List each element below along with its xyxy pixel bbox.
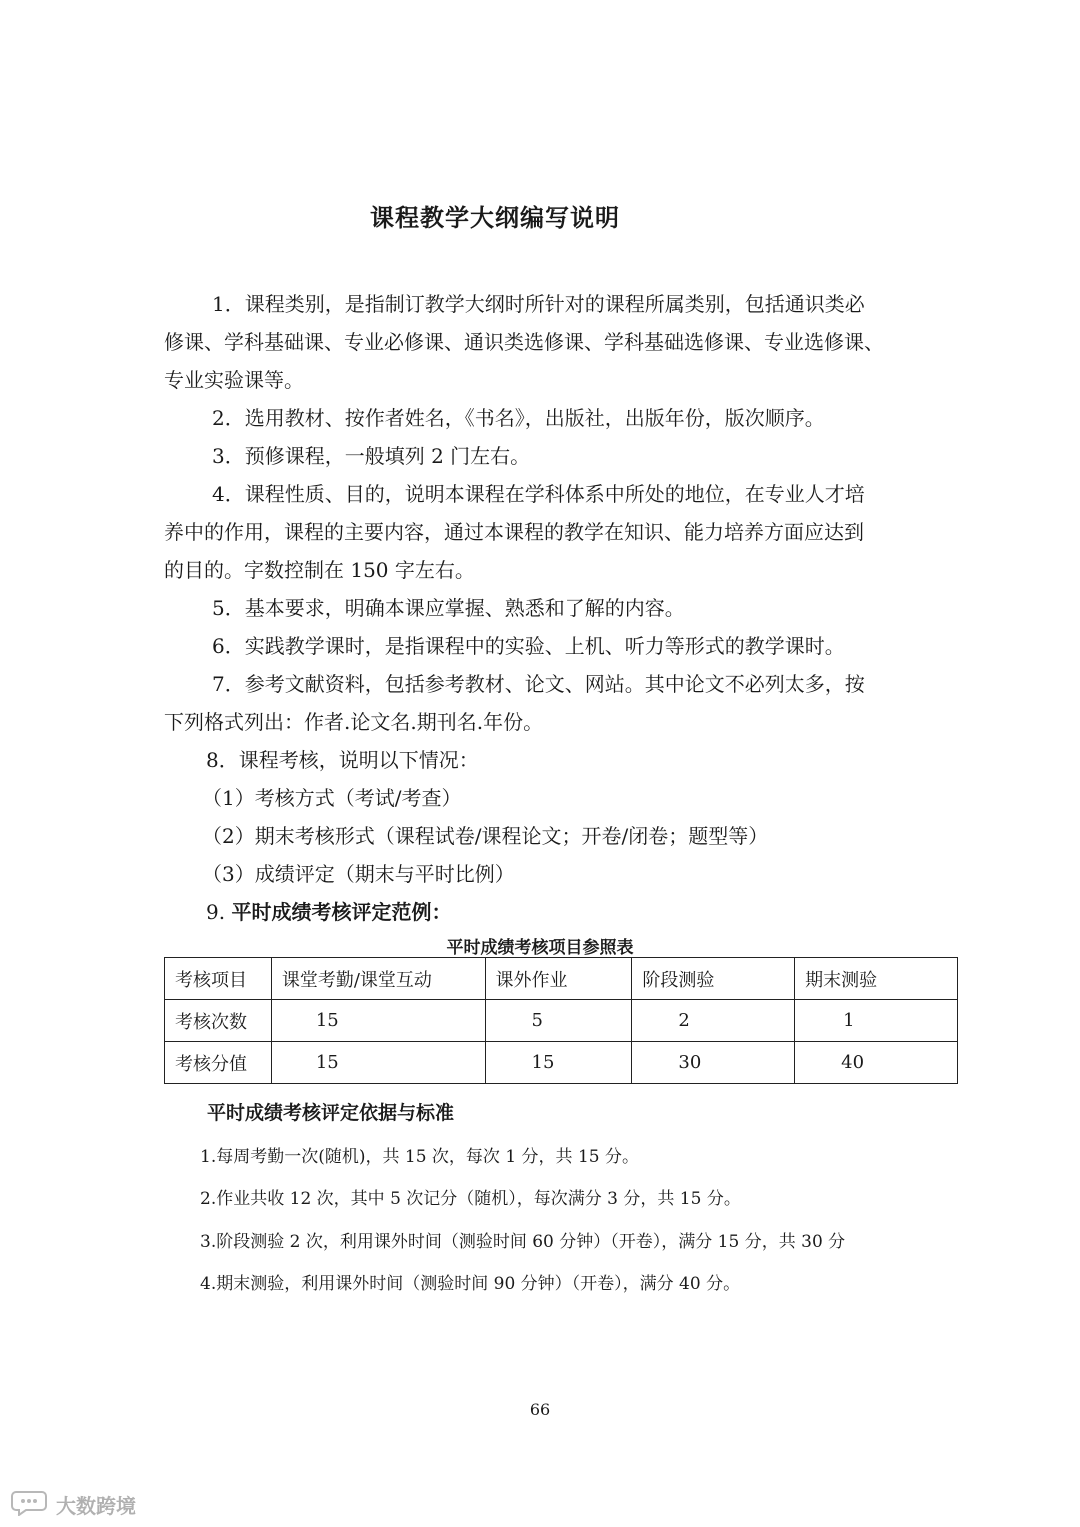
table-cell: 30 xyxy=(632,1042,795,1084)
criteria-item: 4.期末测验，利用课外时间（测验时间 90 分钟）（开卷），满分 40 分。 xyxy=(200,1274,741,1294)
table-cell: 考核分值 xyxy=(165,1042,272,1084)
table-header-cell: 课外作业 xyxy=(485,958,632,1000)
assessment-table xyxy=(164,957,958,1084)
paragraph-line: 专业实验课等。 xyxy=(164,368,304,392)
table-cell: 15 xyxy=(485,1042,632,1084)
criteria-item: 3.阶段测验 2 次，利用课外时间（测验时间 60 分钟）（开卷），满分 15 分，共 30 分 xyxy=(200,1232,846,1252)
paragraph-line: （3）成绩评定（期末与平时比例） xyxy=(202,862,515,886)
table-header-cell: 考核项目 xyxy=(165,958,272,1000)
paragraph-line: 养中的作用，课程的主要内容，通过本课程的教学在知识、能力培养方面应达到 xyxy=(164,520,864,544)
item-9-label: 平时成绩考核评定范例： xyxy=(231,900,452,924)
paragraph-line: 下列格式列出：作者.论文名.期刊名.年份。 xyxy=(164,710,544,734)
criteria-item: 1.每周考勤一次(随机)，共 15 次，每次 1 分，共 15 分。 xyxy=(200,1147,639,1167)
table-header-cell: 阶段测验 xyxy=(632,958,795,1000)
table-cell: 2 xyxy=(632,1000,795,1042)
table-row xyxy=(165,1000,958,1042)
table-cell: 40 xyxy=(795,1042,958,1084)
table-cell: 15 xyxy=(271,1000,485,1042)
criteria-heading: 平时成绩考核评定依据与标准 xyxy=(207,1102,455,1124)
table-cell: 15 xyxy=(271,1042,485,1084)
paragraph-line: 的目的。字数控制在 150 字左右。 xyxy=(164,558,475,582)
page-title: 课程教学大纲编写说明 xyxy=(370,204,620,232)
watermark-text: 大数跨境 xyxy=(56,1494,136,1518)
table-header-cell: 课堂考勤/课堂互动 xyxy=(271,958,485,1000)
table-caption: 平时成绩考核项目参照表 xyxy=(446,938,634,958)
table-cell: 考核次数 xyxy=(165,1000,272,1042)
paragraph-line: 7．参考文献资料，包括参考教材、论文、网站。其中论文不必列太多，按 xyxy=(212,672,865,696)
paragraph-line: 2．选用教材、按作者姓名，《书名》，出版社，出版年份，版次顺序。 xyxy=(212,406,825,430)
table-cell: 1 xyxy=(795,1000,958,1042)
paragraph-line: （2）期末考核形式（课程试卷/课程论文；开卷/闭卷；题型等） xyxy=(202,824,769,848)
item-9 xyxy=(206,899,451,925)
table-cell: 5 xyxy=(485,1000,632,1042)
paragraph-line: （1）考核方式（考试/考查） xyxy=(202,786,462,810)
table-header-cell: 期末测验 xyxy=(795,958,958,1000)
paragraph-line: 3．预修课程，一般填列 2 门左右。 xyxy=(212,444,531,468)
paragraph-line: 8．课程考核，说明以下情况： xyxy=(206,748,479,772)
table-row xyxy=(165,1042,958,1084)
criteria-item: 2.作业共收 12 次，其中 5 次记分（随机），每次满分 3 分，共 15 分。 xyxy=(200,1189,741,1209)
paragraph-line: 修课、学科基础课、专业必修课、通识类选修课、学科基础选修课、专业选修课、 xyxy=(164,330,884,354)
paragraph-line: 1．课程类别，是指制订教学大纲时所针对的课程所属类别，包括通识类必 xyxy=(212,292,865,316)
page-number: 66 xyxy=(529,1400,551,1419)
speech-bubble-logo-icon xyxy=(10,1488,50,1521)
paragraph-line: 5．基本要求，明确本课应掌握、熟悉和了解的内容。 xyxy=(212,596,685,620)
item-9-number: 9. xyxy=(206,900,226,924)
table-header-row xyxy=(165,958,958,1000)
paragraph-line: 6．实践教学课时，是指课程中的实验、上机、听力等形式的教学课时。 xyxy=(212,634,845,658)
watermark xyxy=(10,1488,136,1521)
paragraph-line: 4．课程性质、目的，说明本课程在学科体系中所处的地位，在专业人才培 xyxy=(212,482,865,506)
